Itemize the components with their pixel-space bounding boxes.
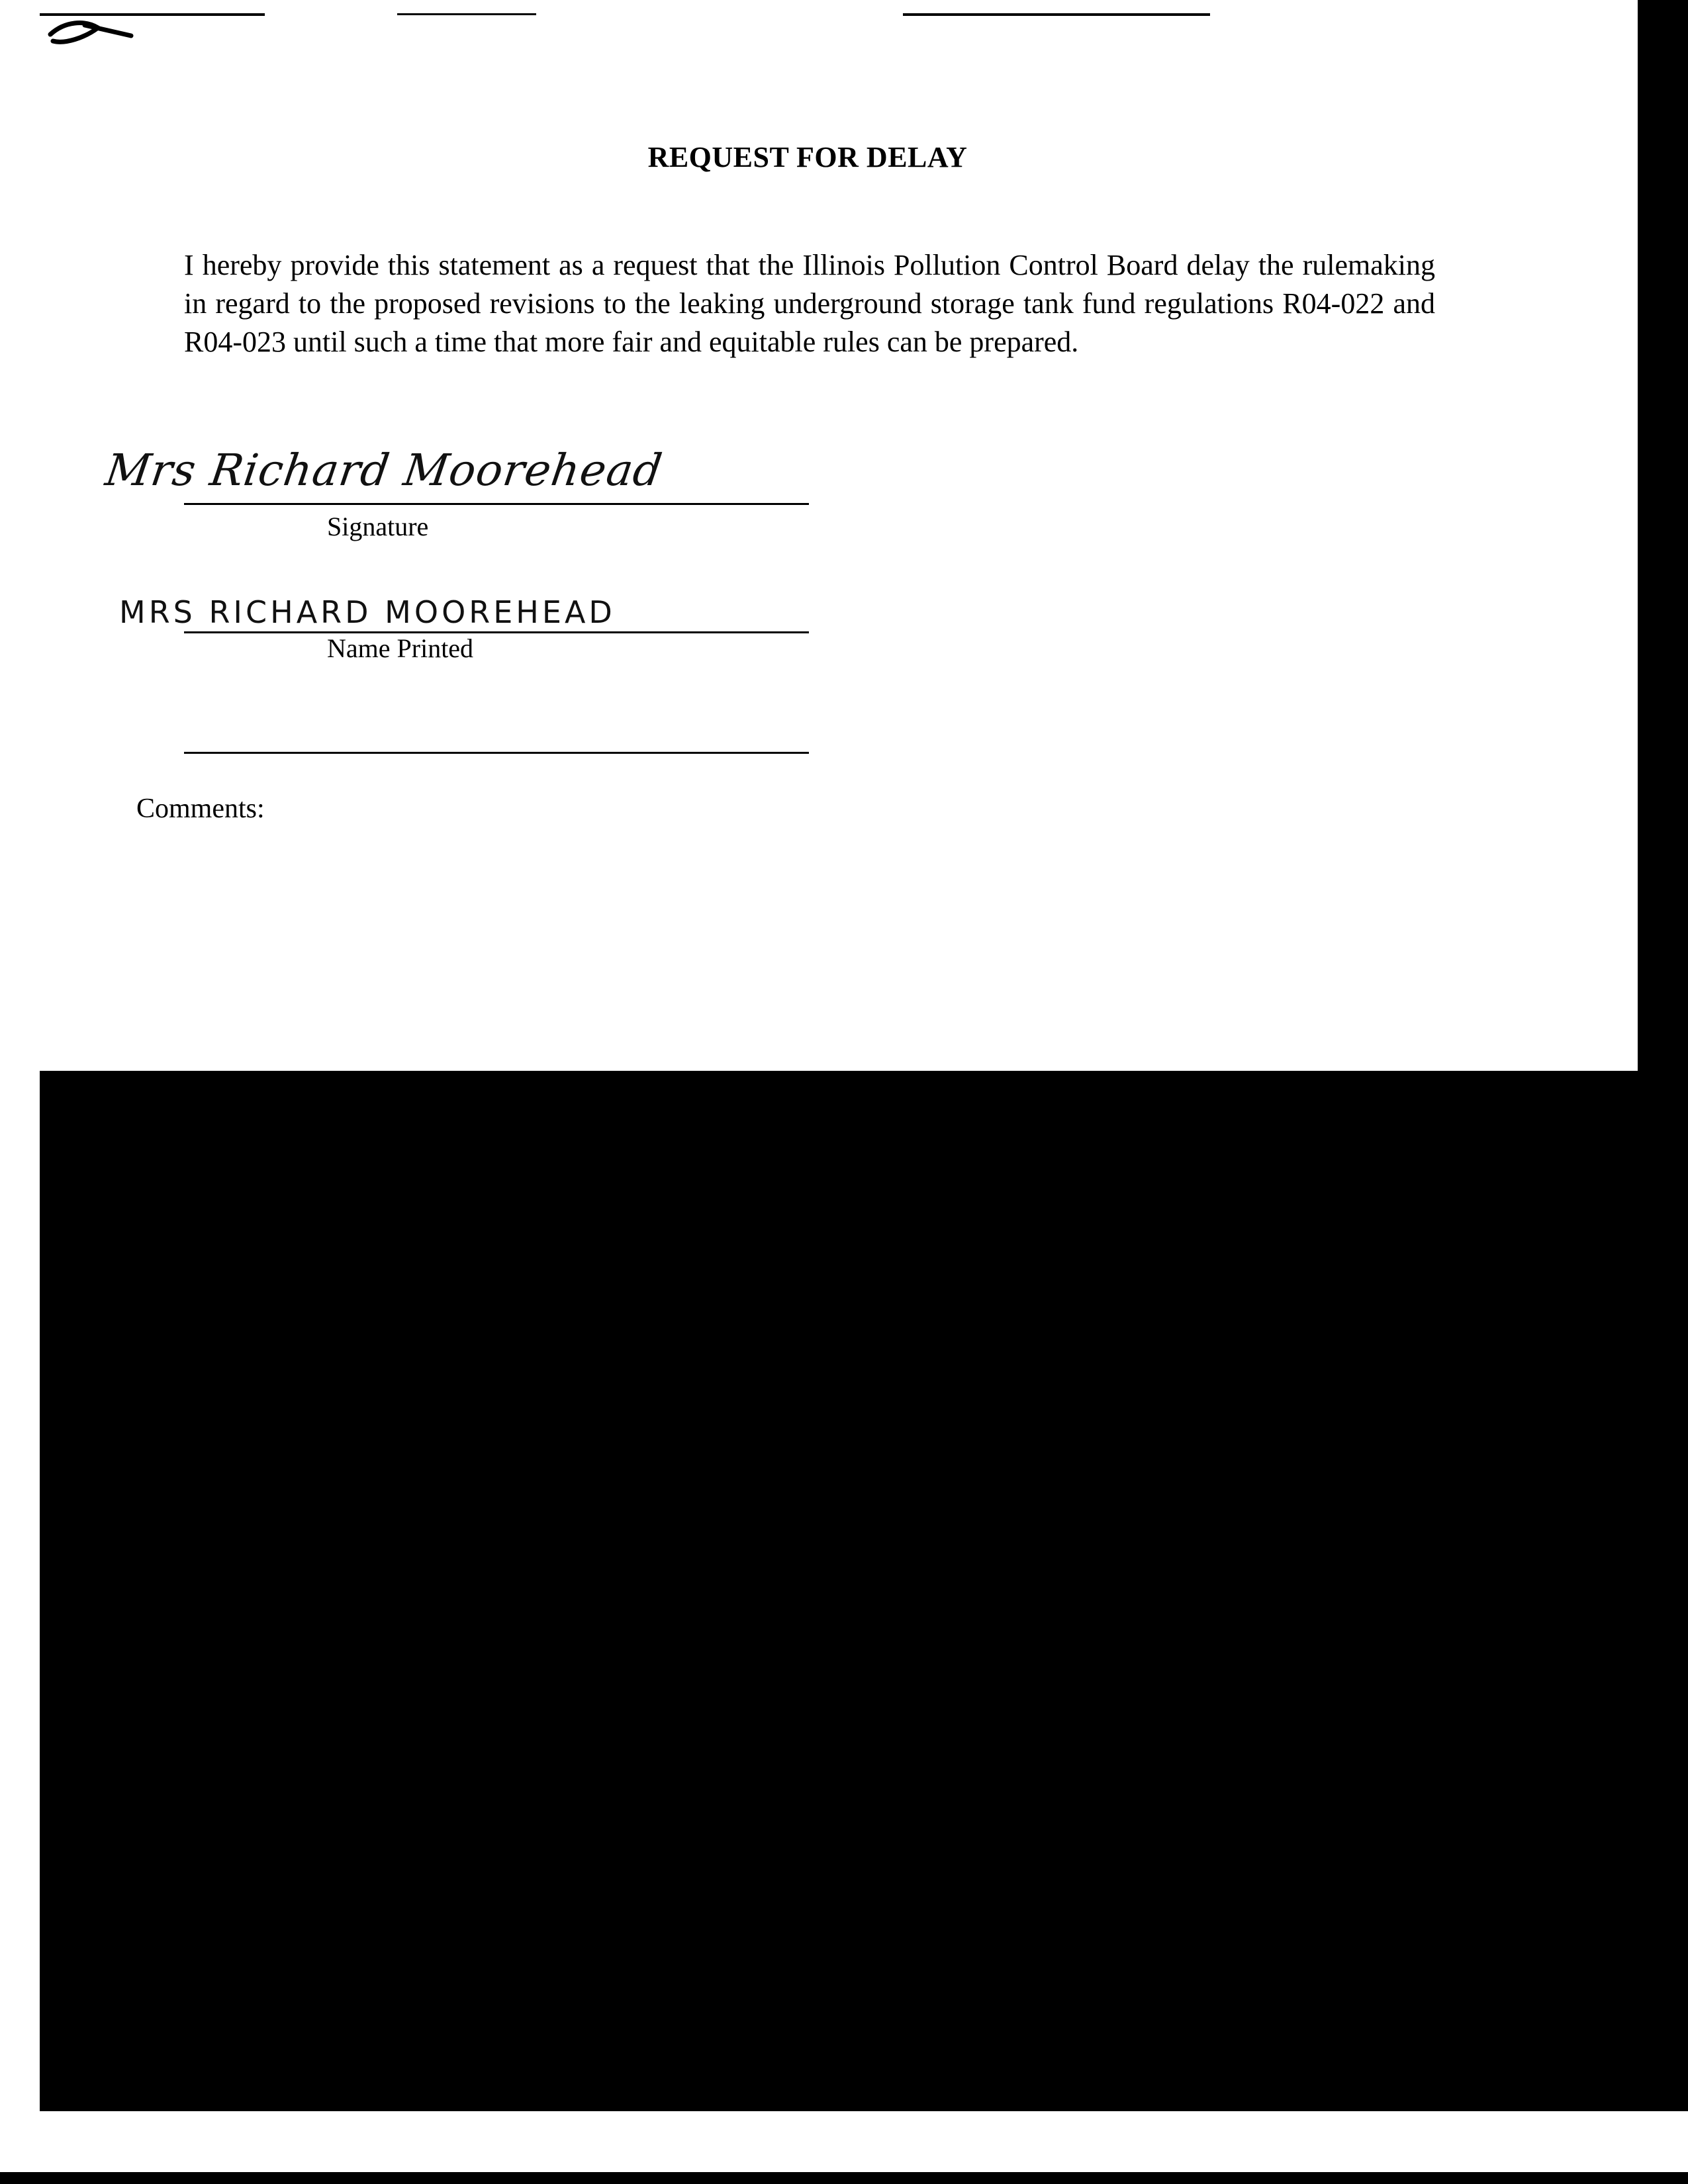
top-rule-3 [903, 13, 1210, 16]
page-title: REQUEST FOR DELAY [647, 141, 968, 173]
redacted-region [40, 1071, 1656, 2111]
scan-edge-band [1638, 0, 1688, 1071]
name-printed-line [184, 631, 809, 633]
top-rule-2 [397, 13, 536, 15]
comments-label: Comments: [136, 794, 265, 824]
request-statement: I hereby provide this statement as a request that the Illinois Pollution Control Board delay the rulemaking in regard to the proposed revisions to the leaking underground storage tank fund regulations R04-022 and R04-023 until such a time that more fair and equitable rules can be prepared. [184, 249, 1435, 358]
handwritten-printed-name: MRS RICHARD MOOREHEAD [119, 594, 616, 630]
scan-mark-icon [45, 8, 138, 48]
scan-edge-band-lower [1656, 1071, 1688, 2111]
blank-signature-line [184, 752, 809, 754]
signature-line [184, 503, 809, 505]
name-printed-label: Name Printed [327, 633, 474, 663]
signature-label: Signature [327, 512, 429, 541]
scan-bottom-band [0, 2172, 1688, 2184]
handwritten-signature: Mrs Richard Moorehead [102, 445, 666, 496]
